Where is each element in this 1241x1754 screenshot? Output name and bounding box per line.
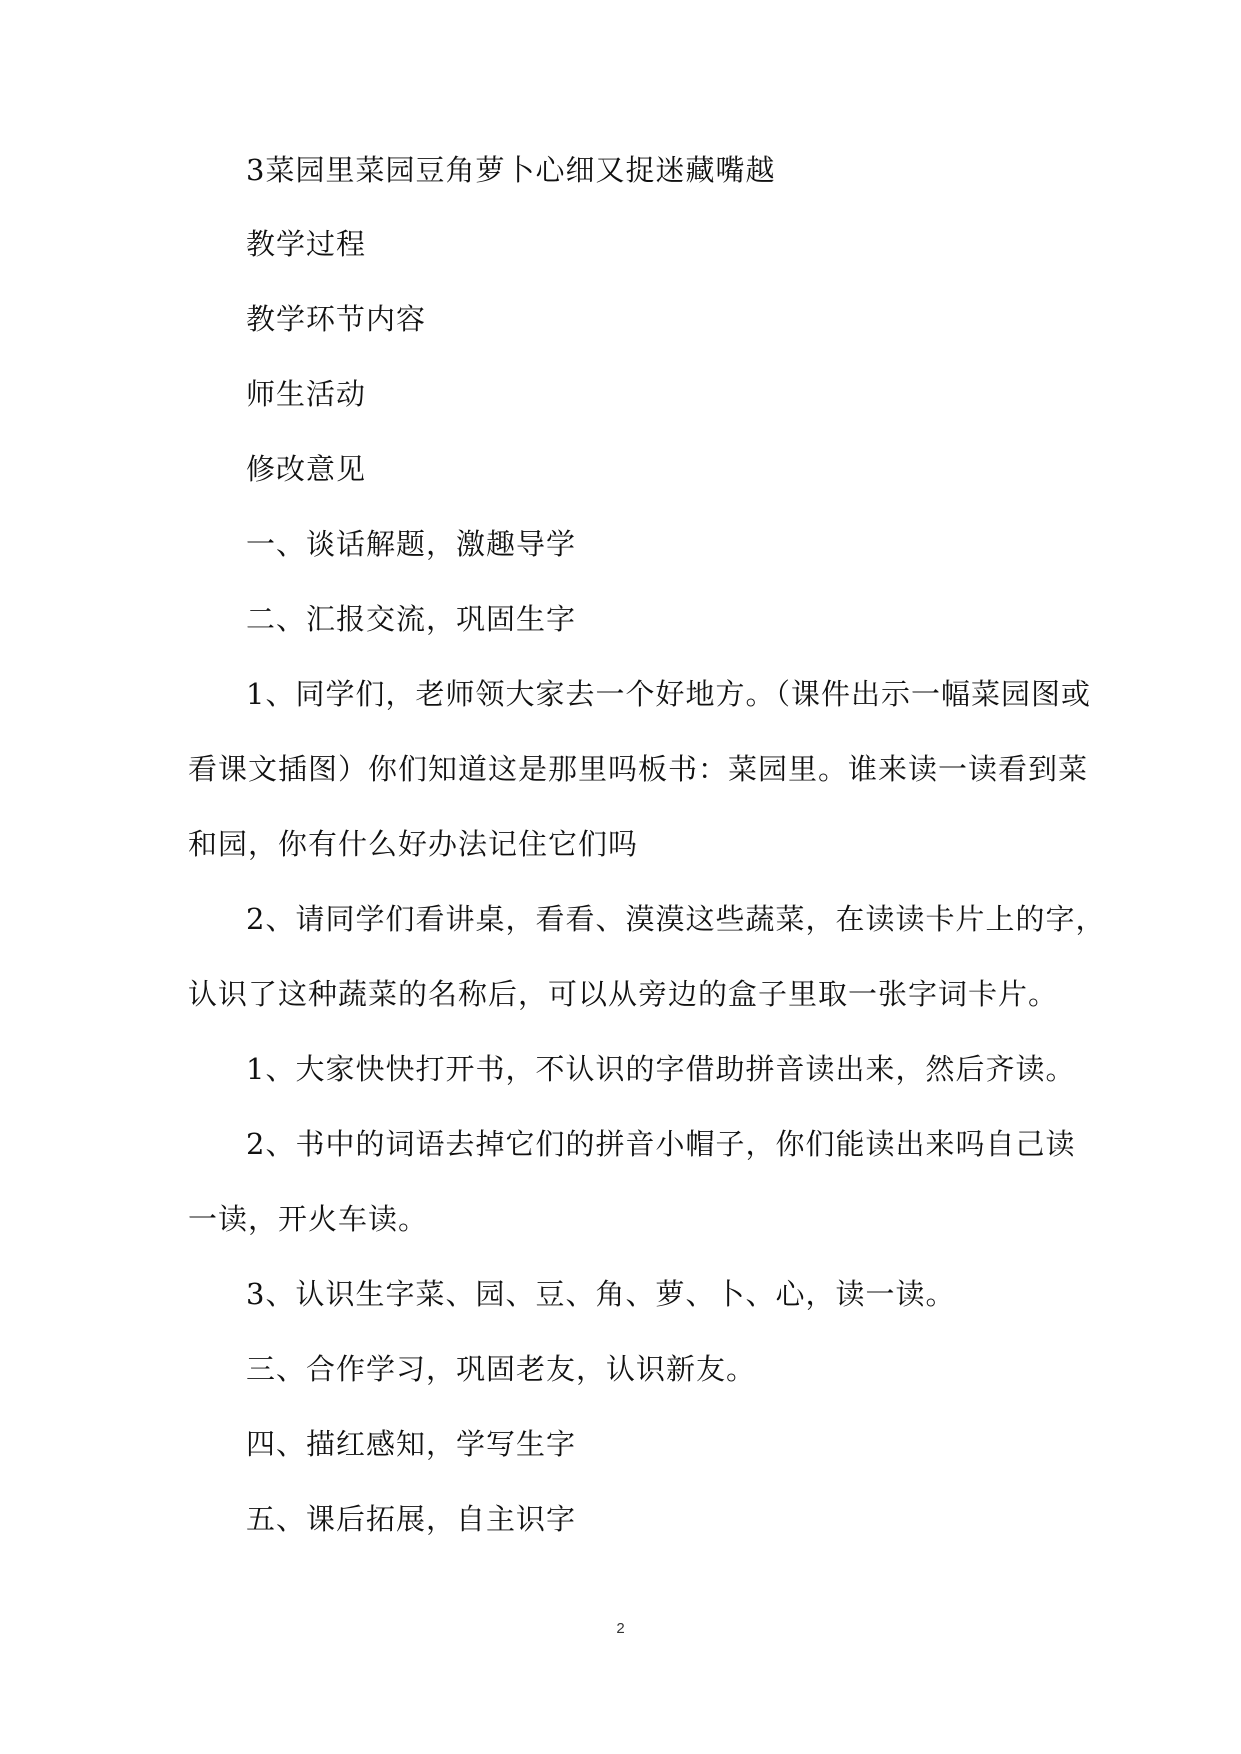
column-heading-content: 教学环节内容 xyxy=(246,302,427,336)
step-heading-2: 二、汇报交流，巩固生字 xyxy=(246,602,577,636)
step-heading-3: 三、合作学习，巩固老友，认识新友。 xyxy=(246,1352,757,1386)
column-heading-revisions: 修改意见 xyxy=(246,452,367,486)
paragraph-line: 看课文插图）你们知道这是那里吗板书：菜园里。谁来读一读看到菜 xyxy=(188,752,1089,786)
paragraph-line: 2、书中的词语去掉它们的拼音小帽子，你们能读出来吗自己读 xyxy=(246,1127,1076,1161)
section-heading-teaching-process: 教学过程 xyxy=(246,227,367,261)
paragraph-line: 认识了这种蔬菜的名称后，可以从旁边的盒子里取一张字词卡片。 xyxy=(188,977,1059,1011)
paragraph-line: 1、大家快快打开书，不认识的字借助拼音读出来，然后齐读。 xyxy=(246,1052,1076,1086)
paragraph-line: 1、同学们，老师领大家去一个好地方。（课件出示一幅菜园图或 xyxy=(246,677,1091,711)
lesson-title-line: 3菜园里菜园豆角萝卜心细又捉迷藏嘴越 xyxy=(246,153,776,187)
step-heading-4: 四、描红感知，学写生字 xyxy=(246,1427,577,1461)
step-heading-5: 五、课后拓展，自主识字 xyxy=(246,1502,577,1536)
page-number: 2 xyxy=(616,1620,625,1637)
paragraph-line: 和园，你有什么好办法记住它们吗 xyxy=(188,827,639,861)
step-heading-1: 一、谈话解题，激趣导学 xyxy=(246,527,577,561)
paragraph-line: 2、请同学们看讲桌，看看、漠漠这些蔬菜，在读读卡片上的字， xyxy=(246,902,1106,936)
paragraph-line: 一读，开火车读。 xyxy=(188,1202,429,1236)
column-heading-activities: 师生活动 xyxy=(246,377,367,411)
paragraph-line: 3、认识生字菜、园、豆、角、萝、卜、心，读一读。 xyxy=(246,1277,956,1311)
